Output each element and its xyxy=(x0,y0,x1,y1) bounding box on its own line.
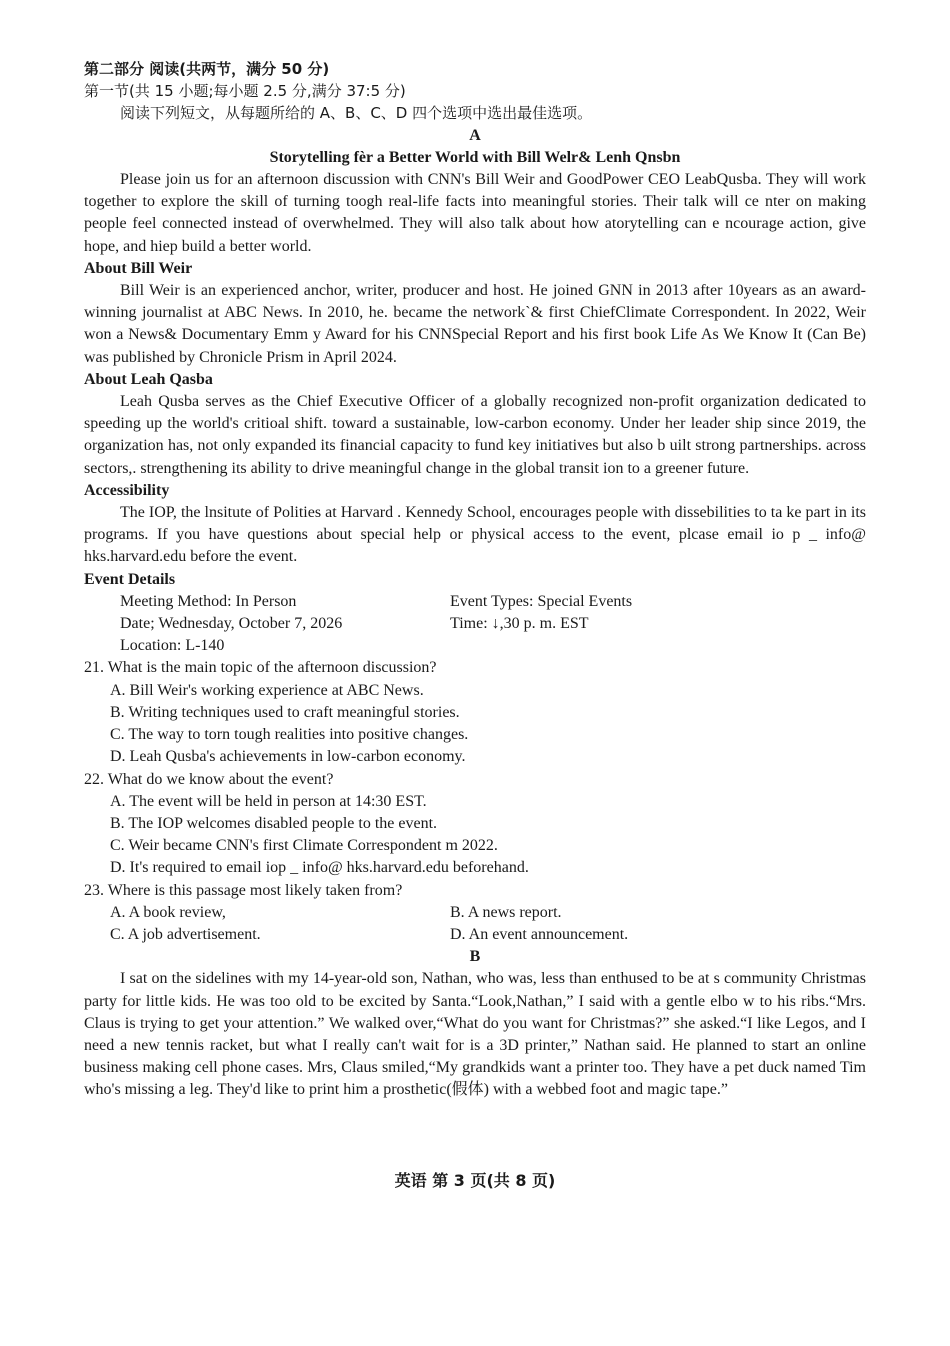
passage-b-letter: B xyxy=(469,948,481,966)
question-23-stem: 23. Where is this passage most likely taken from? xyxy=(84,881,403,899)
bill-text: Bill Weir is an experienced anchor, writer, producer and host. He joined GNN in 2013 after 10years as an award-winning journalist at ABC News. In 2010, he. became the network`& first ChiefClimate Correspondent. In 2022, Weir won a News& Documentary Emm y Award for his CNNSpecial Report and his first book Life As We Know It (Can Be) was published by Chronicle Prism in April 2024. xyxy=(84,282,866,366)
question-21-option-d: D. Leah Qusba's achievements in low-carbon economy. xyxy=(110,748,466,766)
question-22-option-d: D. It's required to email iop _ info@ hks.harvard.edu beforehand. xyxy=(110,859,529,877)
question-21-option-a: A. Bill Weir's working experience at ABC News. xyxy=(110,681,424,699)
passage-a-intro: Please join us for an afternoon discussion with CNN's Bill Weir and GoodPower CEO LeabQusba. They will work together to explore the skill of turning toogh real-life facts into meaningful stories. Their talk will ce nter on making people feel connected instead of overwhelmed. They will also talk about how atorytelling can e ncourage action, give hope, and hiep build a better world. xyxy=(84,171,866,255)
section-title: 第一节(共 15 小题;每小题 2.5 分,满分 37:5 分) xyxy=(84,82,406,101)
exam-page xyxy=(84,58,866,1102)
leah-heading: About Leah Qasba xyxy=(84,370,213,388)
event-time: Time: ↓,30 p. m. EST xyxy=(450,615,589,633)
event-details-row-3 xyxy=(120,635,866,657)
question-22-option-a: A. The event will be held in person at 14:30 EST. xyxy=(110,792,427,810)
question-23-options-row-1 xyxy=(110,902,866,924)
event-details-row-2 xyxy=(120,613,866,635)
event-details-row-1 xyxy=(120,591,866,613)
question-22-option-b: B. The IOP welcomes disabled people to the event. xyxy=(110,814,438,832)
question-22-stem: 22. What do we know about the event? xyxy=(84,770,334,788)
question-23-option-b: B. A news report. xyxy=(450,903,562,921)
question-23-options-row-2 xyxy=(110,924,866,946)
part-title: 第二部分 阅读(共两节，满分 50 分) xyxy=(84,60,330,78)
bill-heading: About Bill Weir xyxy=(84,259,193,277)
accessibility-heading: Accessibility xyxy=(84,481,170,499)
question-21-stem: 21. What is the main topic of the afternoon discussion? xyxy=(84,659,437,677)
question-23-option-a: A. A book review, xyxy=(110,903,226,921)
question-23-option-d: D. An event announcement. xyxy=(450,925,629,943)
meeting-method: Meeting Method: In Person xyxy=(120,592,297,610)
event-date: Date; Wednesday, October 7, 2026 xyxy=(120,615,343,633)
event-location: Location: L-140 xyxy=(120,637,225,655)
question-21-option-c: C. The way to torn tough realities into positive changes. xyxy=(110,726,469,744)
event-details-heading: Event Details xyxy=(84,570,176,588)
leah-text: Leah Qusba serves as the Chief Executive Officer of a globally recognized non-profit organization dedicated to speeding up the world's critioal shift. toward a sustainable, low-carbon economy. Under her leader ship since 2019, the organization has, not only expanded its financial capacity to fund key initiatives but also b uilt strong partnerships. across sectors,. strengthening its ability to drive meaningful change in the global transit ion to a greener future. xyxy=(84,393,866,477)
instruction: 阅读下列短文，从每题所给的 A、B、C、D 四个选项中选出最佳选项。 xyxy=(120,104,593,123)
passage-a-title: Storytelling fèr a Better World with Bill Welr& Lenh Qnsbn xyxy=(269,148,681,166)
page-footer: 英语 第 3 页(共 8 页) xyxy=(394,1171,556,1190)
question-21-option-b: B. Writing techniques used to craft meaningful stories. xyxy=(110,703,460,721)
question-23-option-c: C. A job advertisement. xyxy=(110,925,261,943)
passage-b-text: I sat on the sidelines with my 14-year-old son, Nathan, who was, less than enthused to be at s community Christmas party for little kids. He was too old to be excited by Santa.“Look,Nathan,” I said with a gentle elbo w to his ribs.“Mrs. Claus is trying to get your attention.” We walked over,“What do you want for Christmas?” she asked.“I like Legos, and I need a new tennis racket, but what I really can't wait for is a 3D printer,” Nathan said. He planned to start an online business making cell phone cases. Mrs, Claus smiled,“My grandkids want a printer too. They have a pet duck named Tim who's missing a leg. They'd like to print him a prosthetic(假体) with a webbed foot and magic tape.” xyxy=(84,970,866,1099)
passage-a-letter: A xyxy=(469,126,481,144)
event-types: Event Types: Special Events xyxy=(450,592,633,610)
accessibility-text: The IOP, the lnsitute of Polities at Harvard . Kennedy School, encourages people with dissebilities to ta ke part in its programs. If you have questions about special help or physical access to the event, plcase email io p _ info@ hks.harvard.edu before the event. xyxy=(84,504,866,566)
question-22-option-c: C. Weir became CNN's first Climate Correspondent m 2022. xyxy=(110,837,498,855)
